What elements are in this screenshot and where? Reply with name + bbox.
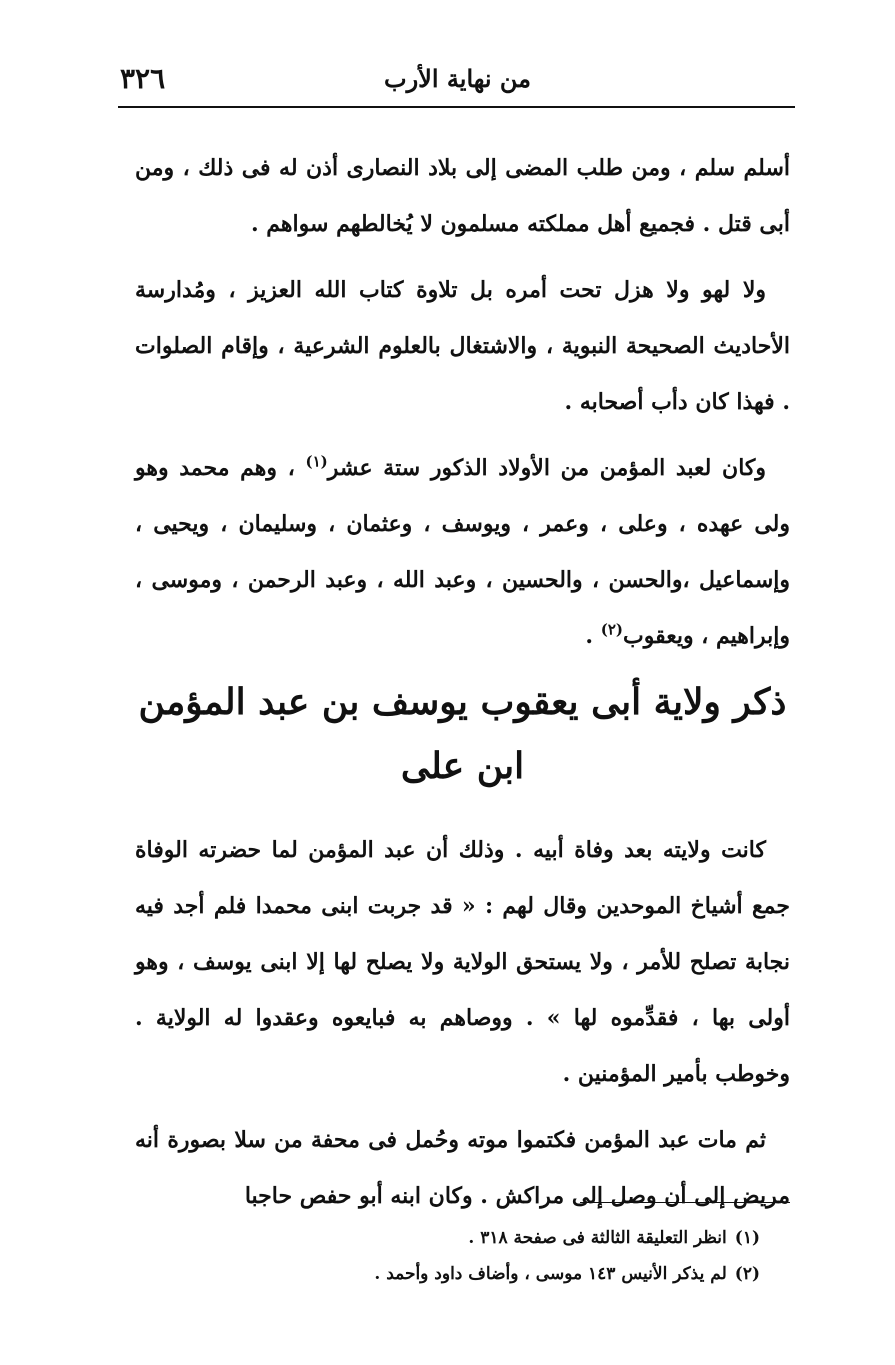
heading-line: ذكر ولاية أبى يعقوب يوسف بن عبد المؤمن [138, 681, 787, 723]
section-heading [135, 670, 790, 798]
footnote-number: (٢) [734, 1264, 760, 1284]
footnote-text: انظر التعليقة الثالثة فى صفحة ٣١٨ . [468, 1228, 727, 1248]
page-header [120, 62, 795, 102]
footnote [280, 1256, 760, 1292]
paragraph: ثم مات عبد المؤمن فكتموا موته وحُمل فى محفة من سلا بصورة أنه مريض إلى أن وصل إلى مراكش . وكان ابنه أبو حفص حاجبا [135, 1127, 790, 1209]
paragraph-text: . [585, 623, 601, 649]
running-title: من نهاية الأرب [384, 64, 531, 93]
paragraph: أسلم سلم ، ومن طلب المضى إلى بلاد النصارى أذن له فى ذلك ، ومن أبى قتل . فجميع أهل مملكته مسلمون لا يُخالطهم سواهم . [135, 155, 790, 237]
paragraph-text: ، وهم محمد وهو ولى عهده ، وعلى ، وعمر ، ويوسف ، وعثمان ، وسليمان ، ويحيى ، وإسماعيل ،والحسن ، والحسين ، وعبد الله ، وعبد الرحمن ، وموسى ، وإبراهيم ، ويعقوب [135, 455, 790, 649]
paragraph: ولا لهو ولا هزل تحت أمره بل تلاوة كتاب الله العزيز ، ومُدارسة الأحاديث الصحيحة النبوية ، والاشتغال بالعلوم الشرعية ، وإقام الصلوات . فهذا كان دأب أصحابه . [135, 277, 790, 415]
text-block-before-heading [135, 140, 790, 674]
paragraph: كانت ولايته بعد وفاة أبيه . وذلك أن عبد المؤمن لما حضرته الوفاة جمع أشياخ الموحدين وقال لهم : « قد جربت ابنى محمدا فلم أجد فيه نجابة تصلح للأمر ، ولا يستحق الولاية ولا يصلح لها إلا ابنى يوسف ، وهو أولى بها ، فقدِّموه لها » . ووصاهم به فبايعوه وعقدوا له الولاية . وخوطب بأمير المؤمنين . [135, 837, 790, 1087]
footnote-text: لم يذكر الأنيس ١٤٣ موسى ، وأضاف داود وأحمد . [374, 1264, 727, 1284]
page-number: ٣٢٦ [120, 62, 166, 95]
footnotes [280, 1220, 760, 1292]
footnote [280, 1220, 760, 1256]
footnote-rule [580, 1202, 790, 1203]
paragraph-with-footnotes [135, 440, 790, 664]
header-rule [118, 106, 795, 108]
heading-line: ابن على [400, 745, 525, 787]
footnote-number: (١) [734, 1228, 760, 1248]
footnote-marker: (٢) [600, 620, 624, 639]
paragraph-text: وكان لعبد المؤمن من الأولاد الذكور ستة عشر [327, 455, 766, 481]
footnote-marker: (١) [305, 452, 328, 471]
text-block-after-heading [135, 822, 790, 1234]
